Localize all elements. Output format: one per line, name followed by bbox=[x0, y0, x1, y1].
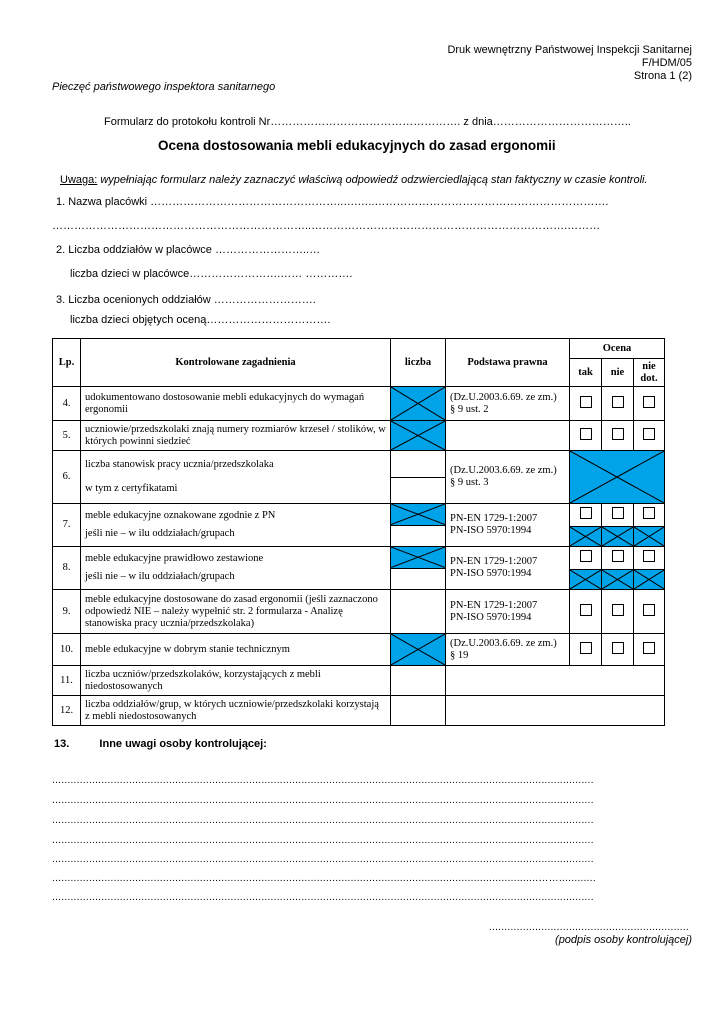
rating-yes bbox=[570, 504, 602, 547]
crossed-cell bbox=[391, 504, 445, 525]
row-law bbox=[446, 421, 570, 451]
row-law bbox=[446, 451, 570, 504]
remarks-line[interactable]: ................................................................................................................................................................................ bbox=[52, 795, 594, 806]
law-line: PN-ISO 5970:1994 bbox=[450, 525, 532, 536]
doc-name: Druk wewnętrzny Państwowej Inspekcji Sanitarnej bbox=[447, 44, 692, 56]
field-assessed-groups[interactable]: 3. Liczba ocenionych oddziałów ………………………. bbox=[56, 294, 316, 306]
col-nd: nie dot. bbox=[634, 359, 665, 387]
law-line: § 9 ust. 2 bbox=[450, 403, 489, 415]
row-topic: liczba oddziałów/grup, w których uczniowie/przedszkolaki korzystają z mebli niedostosowanych bbox=[81, 696, 391, 726]
row-lp: 9. bbox=[53, 590, 81, 634]
rating-nd bbox=[634, 504, 665, 547]
empty-cell bbox=[446, 666, 665, 696]
law-line: § 19 bbox=[450, 649, 469, 661]
col-no: nie bbox=[602, 359, 634, 387]
table-row bbox=[53, 696, 665, 726]
col-law: Podstawa prawna bbox=[446, 339, 570, 387]
crossed-cell bbox=[570, 569, 601, 589]
count-input[interactable] bbox=[391, 568, 445, 590]
col-rating: Ocena bbox=[570, 339, 665, 359]
row-lp: 10. bbox=[53, 634, 81, 666]
table-row bbox=[53, 590, 665, 634]
col-yes: tak bbox=[570, 359, 602, 387]
crossed-cell bbox=[602, 526, 633, 546]
page-number: Strona 1 (2) bbox=[633, 70, 692, 82]
table-row bbox=[53, 451, 665, 504]
checkbox-no[interactable] bbox=[602, 634, 634, 666]
protocol-line: Formularz do protokołu kontroli Nr……………………………………………. z dnia……………………………….. bbox=[104, 116, 631, 128]
field-children-count[interactable]: liczba dzieci w placówce…………………….…… …………. bbox=[70, 268, 353, 280]
signature-label: (podpis osoby kontrolującej) bbox=[555, 934, 692, 946]
crossed-cell bbox=[634, 526, 664, 546]
crossed-cell bbox=[634, 569, 664, 589]
row-topic-b: jeśli nie – w ilu oddziałach/grupach bbox=[85, 528, 235, 539]
note bbox=[60, 174, 648, 186]
crossed-cell bbox=[570, 526, 601, 546]
doc-code: F/HDM/05 bbox=[641, 57, 692, 69]
row-topic bbox=[81, 451, 391, 504]
law-line: (Dz.U.2003.6.69. ze zm.) bbox=[450, 465, 557, 476]
law-line: § 9 ust. 3 bbox=[450, 477, 489, 488]
checkbox-nd[interactable] bbox=[634, 634, 665, 666]
remarks-line[interactable]: ................................................................................................................................................................................ bbox=[52, 815, 594, 826]
checkbox-no[interactable] bbox=[602, 421, 634, 451]
checkbox-yes[interactable] bbox=[570, 590, 602, 634]
law-line: PN-EN 1729-1:2007 bbox=[450, 599, 538, 611]
count-cells bbox=[391, 504, 446, 547]
law-line: PN-ISO 5970:1994 bbox=[450, 568, 532, 579]
count-input[interactable] bbox=[391, 451, 445, 477]
rating-no bbox=[602, 504, 634, 547]
field-facility-name[interactable]: 1. Nazwa placówki ……………………………………………..….…..………………………………………………………. bbox=[56, 196, 609, 208]
row-topic bbox=[81, 504, 391, 547]
row-lp: 5. bbox=[53, 421, 81, 451]
remarks-line[interactable]: ................................................................................................................................................................................ bbox=[52, 835, 594, 846]
row-topic-b: jeśli nie – w ilu oddziałach/grupach bbox=[85, 571, 235, 582]
count-input[interactable] bbox=[391, 525, 445, 547]
row-topic: uczniowie/przedszkolaki znają numery rozmiarów krzeseł / stolików, w których powinni siedzieć bbox=[81, 421, 391, 451]
remarks-number: 13. bbox=[54, 738, 70, 750]
field-facility-name-cont[interactable]: ……………………………………………………………..…………………………………………………………….……… bbox=[52, 220, 601, 232]
law-line: PN-ISO 5970:1994 bbox=[450, 611, 532, 623]
checkbox-no[interactable] bbox=[602, 504, 633, 526]
crossed-cell bbox=[391, 547, 445, 568]
col-count: liczba bbox=[391, 339, 446, 387]
table-row bbox=[53, 547, 665, 590]
count-input[interactable] bbox=[391, 696, 446, 726]
checkbox-yes[interactable] bbox=[570, 634, 602, 666]
row-topic: udokumentowano dostosowanie mebli edukacyjnych do wymagań ergonomii bbox=[81, 387, 391, 421]
table-row bbox=[53, 387, 665, 421]
law-line: (Dz.U.2003.6.69. ze zm.) bbox=[450, 391, 557, 403]
crossed-cell bbox=[602, 569, 633, 589]
checkbox-nd[interactable] bbox=[634, 421, 665, 451]
doc-header bbox=[447, 44, 692, 83]
row-topic: liczba uczniów/przedszkolaków, korzystających z mebli niedostosowanych bbox=[81, 666, 391, 696]
checkbox-yes[interactable] bbox=[570, 421, 602, 451]
count-input[interactable] bbox=[391, 666, 446, 696]
row-topic-a: meble edukacyjne prawidłowo zestawione bbox=[85, 553, 264, 564]
row-lp: 11. bbox=[53, 666, 81, 696]
note-text: wypełniając formularz należy zaznaczyć właściwą odpowiedź odzwierciedlającą stan faktyczny w czasie kontroli. bbox=[97, 174, 648, 186]
count-cells bbox=[391, 547, 446, 590]
row-topic: meble edukacyjne w dobrym stanie technicznym bbox=[81, 634, 391, 666]
rating-yes bbox=[570, 547, 602, 590]
row-topic-a: meble edukacyjne oznakowane zgodnie z PN bbox=[85, 510, 276, 521]
row-law bbox=[446, 590, 570, 634]
checkbox-nd[interactable] bbox=[634, 547, 664, 569]
law-line: PN-EN 1729-1:2007 bbox=[450, 556, 538, 567]
field-assessed-children[interactable]: liczba dzieci objętych oceną……………………………. bbox=[70, 314, 331, 326]
checkbox-no[interactable] bbox=[602, 387, 634, 421]
row-topic-b: w tym z certyfikatami bbox=[85, 483, 178, 494]
signature-line[interactable]: ................................................................. bbox=[488, 922, 689, 933]
row-law bbox=[446, 547, 570, 590]
remarks-line[interactable]: ................................................................................................................................................................................ bbox=[52, 775, 594, 786]
col-topic: Kontrolowane zagadnienia bbox=[81, 339, 391, 387]
remarks-line[interactable]: ................................................................................................................................................................................ bbox=[52, 892, 594, 903]
law-line: PN-EN 1729-1:2007 bbox=[450, 513, 538, 524]
rating-no bbox=[602, 547, 634, 590]
remarks-line[interactable]: ..............................................................................................................................................................……............ bbox=[52, 873, 596, 884]
page-title: Ocena dostosowania mebli edukacyjnych do zasad ergonomii bbox=[158, 138, 556, 153]
checkbox-nd[interactable] bbox=[634, 504, 664, 526]
row-lp: 4. bbox=[53, 387, 81, 421]
checkbox-no[interactable] bbox=[602, 547, 633, 569]
table-row bbox=[53, 634, 665, 666]
row-lp: 12. bbox=[53, 696, 81, 726]
row-law bbox=[446, 504, 570, 547]
crossed-cell bbox=[391, 634, 446, 666]
checkbox-yes[interactable] bbox=[570, 547, 601, 569]
row-lp: 8. bbox=[53, 547, 81, 590]
checkbox-yes[interactable] bbox=[570, 387, 602, 421]
remarks-label: Inne uwagi osoby kontrolującej: bbox=[99, 738, 267, 750]
col-lp: Lp. bbox=[53, 339, 81, 387]
remarks-line[interactable]: ................................................................................................................................................................................ bbox=[52, 854, 594, 865]
checkbox-yes[interactable] bbox=[570, 504, 601, 526]
row-topic-a: liczba stanowisk pracy ucznia/przedszkolaka bbox=[85, 459, 274, 470]
row-topic bbox=[81, 547, 391, 590]
row-law bbox=[446, 387, 570, 421]
assessment-table bbox=[52, 338, 665, 726]
table-row bbox=[53, 421, 665, 451]
row-lp: 7. bbox=[53, 504, 81, 547]
table-row bbox=[53, 666, 665, 696]
row-lp: 6. bbox=[53, 451, 81, 504]
count-input[interactable] bbox=[391, 477, 445, 504]
stamp-label: Pieczęć państwowego inspektora sanitarnego bbox=[52, 81, 276, 93]
checkbox-nd[interactable] bbox=[634, 590, 665, 634]
count-cells bbox=[391, 451, 446, 504]
row-law bbox=[446, 634, 570, 666]
count-input[interactable] bbox=[391, 590, 446, 634]
field-groups-count[interactable]: 2. Liczba oddziałów w placówce ……………………..… bbox=[56, 244, 321, 256]
checkbox-no[interactable] bbox=[602, 590, 634, 634]
crossed-cell bbox=[570, 451, 665, 504]
crossed-cell bbox=[391, 421, 446, 451]
rating-nd bbox=[634, 547, 665, 590]
crossed-cell bbox=[391, 387, 446, 421]
note-label: Uwaga: bbox=[60, 174, 98, 186]
checkbox-nd[interactable] bbox=[634, 387, 665, 421]
table-row bbox=[53, 504, 665, 547]
law-line: (Dz.U.2003.6.69. ze zm.) bbox=[450, 637, 557, 649]
empty-cell bbox=[446, 696, 665, 726]
row-topic: meble edukacyjne dostosowane do zasad ergonomii (jeśli zaznaczono odpowiedź NIE – należy wypełnić str. 2 formularza - Analizę stanowiska pracy ucznia/przedszkolaka) bbox=[81, 590, 391, 634]
remarks-heading bbox=[54, 738, 267, 750]
